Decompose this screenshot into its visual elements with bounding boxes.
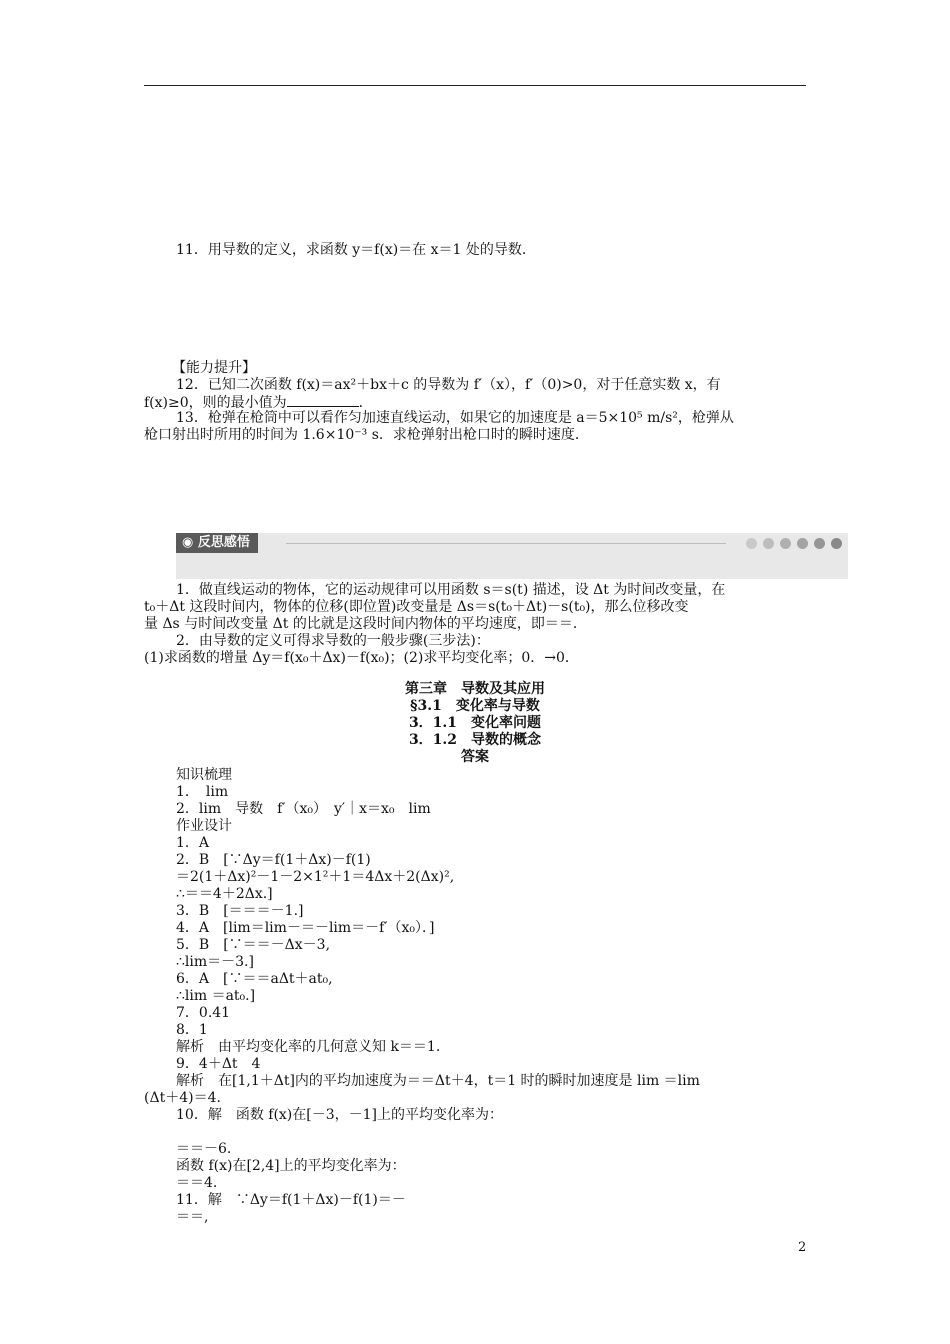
answer-line: 解析 由平均变化率的几何意义知 k＝＝1.	[176, 1039, 441, 1055]
answer-line: 5．B [∵＝＝－Δx－3,	[176, 937, 331, 953]
answer-line: ∴lim＝－3.]	[176, 954, 254, 970]
answer-line: 3．B [＝＝＝－1.]	[176, 903, 304, 919]
answer-line: 知识梳理	[176, 767, 232, 783]
answer-line: (Δt＋4)＝4.	[144, 1090, 221, 1106]
reflection-title: ◉ 反思感悟	[176, 533, 258, 553]
reflection-line-3: 量 Δs 与时间改变量 Δt 的比就是这段时间内物体的平均速度，即＝＝．	[144, 616, 587, 632]
answer-line: ∴＝＝4＋2Δx.]	[176, 886, 273, 902]
answer-line: 6．A [∵＝＝aΔt＋at₀,	[176, 971, 333, 987]
answer-line: ＝＝4.	[176, 1175, 218, 1191]
reflection-line-1: 1．做直线运动的物体，它的运动规律可以用函数 s＝s(t) 描述，设 Δt 为时间改变量，在	[176, 582, 726, 598]
reflection-banner	[176, 533, 848, 579]
answer-line: 1．A	[176, 835, 210, 851]
answer-blank	[287, 394, 359, 407]
question-12-line2	[144, 394, 373, 411]
dot-icon	[797, 538, 808, 549]
answer-line: ∴lim ＝at₀.]	[176, 988, 256, 1004]
answers-title: 答案	[461, 749, 489, 765]
dot-icon	[780, 538, 791, 549]
answer-line: 10．解 函数 f(x)在[－3，－1]上的平均变化率为：	[176, 1107, 504, 1123]
dot-icon	[814, 538, 825, 549]
answer-line: 2．lim 导数 f′（x₀） y′｜x＝x₀ lim	[176, 801, 431, 817]
answer-line: 2．B [∵Δy＝f(1＋Δx)－f(1)	[176, 852, 371, 868]
answer-line: 4．A [lim＝lim－＝－lim＝－f′（x₀）．]	[176, 920, 435, 936]
subsection-title-1: 3．1.1 变化率问题	[408, 715, 542, 731]
reflection-line-4: 2．由导数的定义可得求导数的一般步骤(三步法)：	[176, 633, 490, 649]
answer-line: ＝＝－6.	[176, 1141, 232, 1157]
answer-line: 解析 在[1,1＋Δt]内的平均加速度为＝＝Δt＋4，t＝1 时的瞬时加速度是 lim ＝lim	[176, 1073, 700, 1089]
banner-dots	[746, 538, 842, 549]
section-ability-heading: 【能力提升】	[172, 360, 256, 376]
question-12-end: ．	[358, 395, 373, 411]
answer-line: 9．4＋Δt 4	[176, 1056, 261, 1072]
dot-icon	[763, 538, 774, 549]
reflection-line-5: (1)求函数的增量 Δy＝f(x₀＋Δx)－f(x₀)；(2)求平均变化率；0．→0．	[144, 650, 579, 666]
section-title: §3.1 变化率与导数	[410, 698, 540, 714]
dot-icon	[831, 538, 842, 549]
dot-icon	[746, 538, 757, 549]
question-12-line1: 12．已知二次函数 f(x)＝ax²＋bx＋c 的导数为 f′（x），f′（0)>0，对于任意实数 x，有	[176, 377, 721, 393]
answer-line: 11．解 ∵Δy＝f(1＋Δx)－f(1)＝－	[176, 1192, 406, 1208]
page-number: 2	[798, 1240, 807, 1255]
answer-line: 函数 f(x)在[2,4]上的平均变化率为：	[176, 1158, 406, 1174]
answer-line: 8．1	[176, 1022, 208, 1038]
banner-divider	[286, 543, 726, 544]
question-11: 11．用导数的定义，求函数 y＝f(x)＝在 x＝1 处的导数．	[176, 242, 536, 258]
question-12-text: f(x)≥0，则的最小值为	[144, 395, 287, 411]
reflection-line-2: t₀＋Δt 这段时间内，物体的位移(即位置)改变量是 Δs＝s(t₀＋Δt)－s(t₀)，那么位移改变	[144, 599, 689, 615]
answer-line: ＝＝,	[176, 1209, 209, 1225]
chapter-title: 第三章 导数及其应用	[405, 681, 545, 697]
answer-line: 1． lim	[176, 784, 229, 800]
header-rule	[144, 85, 806, 86]
question-13-line2: 枪口射出时所用的时间为 1.6×10⁻³ s．求枪弹射出枪口时的瞬时速度．	[144, 427, 589, 443]
subsection-title-2: 3．1.2 导数的概念	[408, 732, 542, 748]
answer-line: ＝2(1＋Δx)²－1－2×1²＋1＝4Δx＋2(Δx)²,	[176, 869, 455, 885]
answer-line: 7．0.41	[176, 1005, 231, 1021]
answer-line: 作业设计	[176, 818, 232, 834]
question-13-line1: 13．枪弹在枪筒中可以看作匀加速直线运动，如果它的加速度是 a＝5×10⁵ m/s²，枪弹从	[176, 410, 734, 426]
